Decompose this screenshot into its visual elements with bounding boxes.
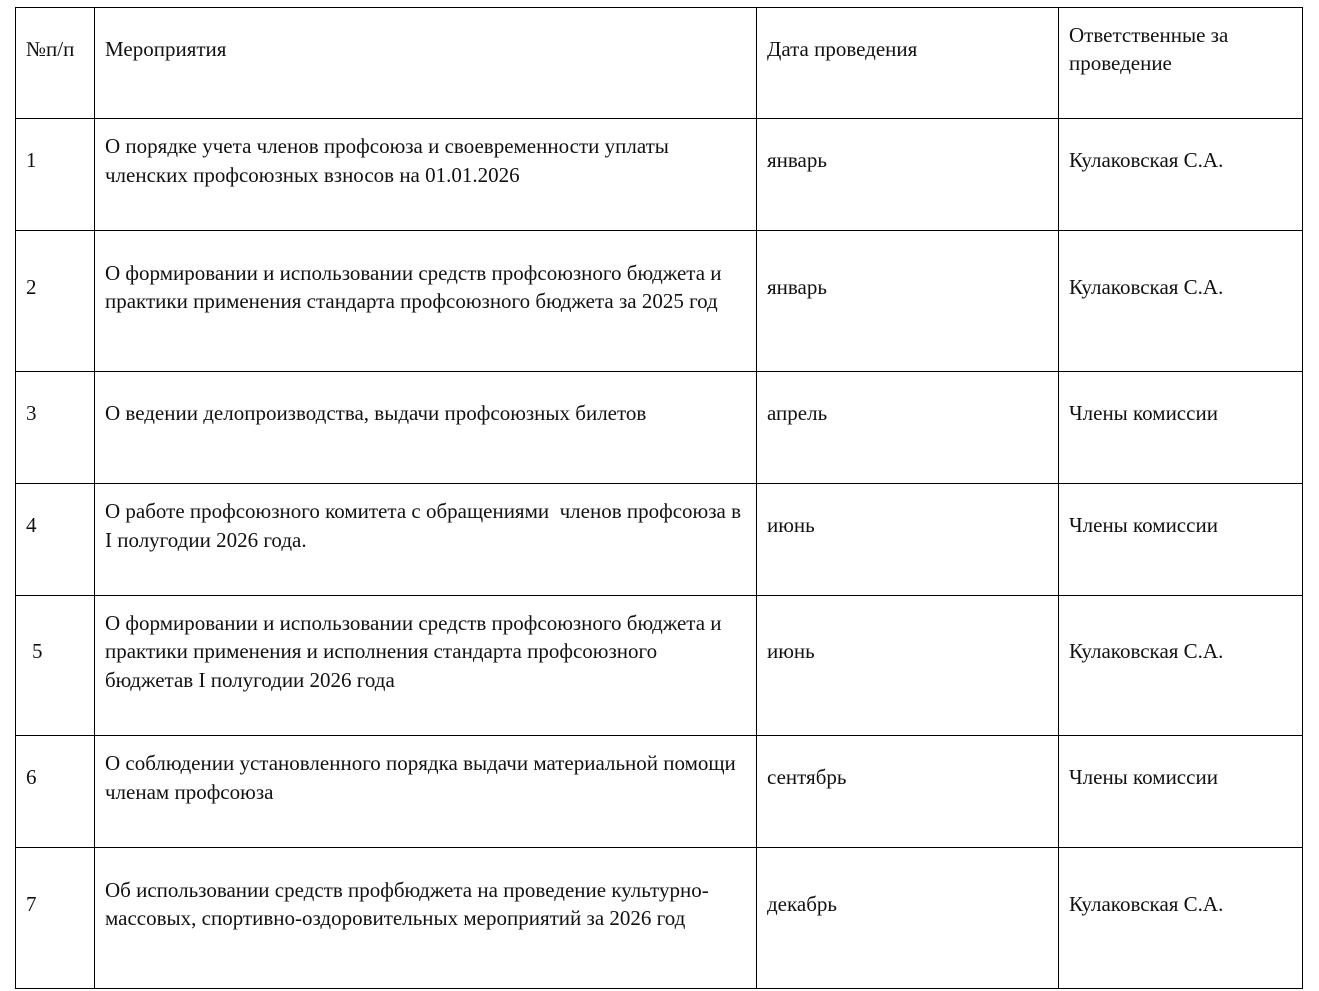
row-event: О ведении делопроизводства, выдачи профсоюзных билетов — [95, 372, 757, 484]
row-num: 7 — [16, 848, 95, 989]
row-responsible: Кулаковская С.А. — [1059, 596, 1303, 736]
table-header-row — [16, 8, 1303, 119]
row-num: 2 — [16, 231, 95, 372]
row-responsible: Члены комиссии — [1059, 736, 1303, 848]
row-event: О соблюдении установленного порядка выдачи материальной помощи членам профсоюза — [95, 736, 757, 848]
row-event: О формировании и использовании средств профсоюзного бюджета и практики применения и исполнения стандарта профсоюзного бюджетав I полугодии 2026 года — [95, 596, 757, 736]
row-num: 1 — [16, 119, 95, 231]
row-num: 6 — [16, 736, 95, 848]
header-date: Дата проведения — [757, 8, 1059, 119]
row-event: О формировании и использовании средств профсоюзного бюджета и практики применения стандарта профсоюзного бюджета за 2025 год — [95, 231, 757, 372]
row-date: апрель — [757, 372, 1059, 484]
row-date: сентябрь — [757, 736, 1059, 848]
row-event: Об использовании средств профбюджета на проведение культурно-массовых, спортивно-оздоровительных мероприятий за 2026 год — [95, 848, 757, 989]
row-num: 3 — [16, 372, 95, 484]
row-date: декабрь — [757, 848, 1059, 989]
row-responsible: Кулаковская С.А. — [1059, 231, 1303, 372]
table-row — [16, 736, 1303, 848]
row-responsible: Кулаковская С.А. — [1059, 848, 1303, 989]
row-date: июнь — [757, 596, 1059, 736]
row-date: январь — [757, 231, 1059, 372]
row-event: О порядке учета членов профсоюза и своевременности уплаты членских профсоюзных взносов на 01.01.2026 — [95, 119, 757, 231]
row-date: июнь — [757, 484, 1059, 596]
table-row — [16, 231, 1303, 372]
row-num: 4 — [16, 484, 95, 596]
row-date: январь — [757, 119, 1059, 231]
header-responsible: Ответственные за проведение — [1059, 8, 1303, 119]
row-responsible: Члены комиссии — [1059, 484, 1303, 596]
table-row — [16, 848, 1303, 989]
table-row — [16, 119, 1303, 231]
row-responsible: Члены комиссии — [1059, 372, 1303, 484]
table-row — [16, 596, 1303, 736]
events-table — [15, 7, 1303, 989]
row-responsible: Кулаковская С.А. — [1059, 119, 1303, 231]
row-event: О работе профсоюзного комитета с обращениями членов профсоюза в I полугодии 2026 года. — [95, 484, 757, 596]
table-row — [16, 372, 1303, 484]
table-row — [16, 484, 1303, 596]
row-num: 5 — [16, 596, 95, 736]
header-num: №п/п — [16, 8, 95, 119]
header-event: Мероприятия — [95, 8, 757, 119]
